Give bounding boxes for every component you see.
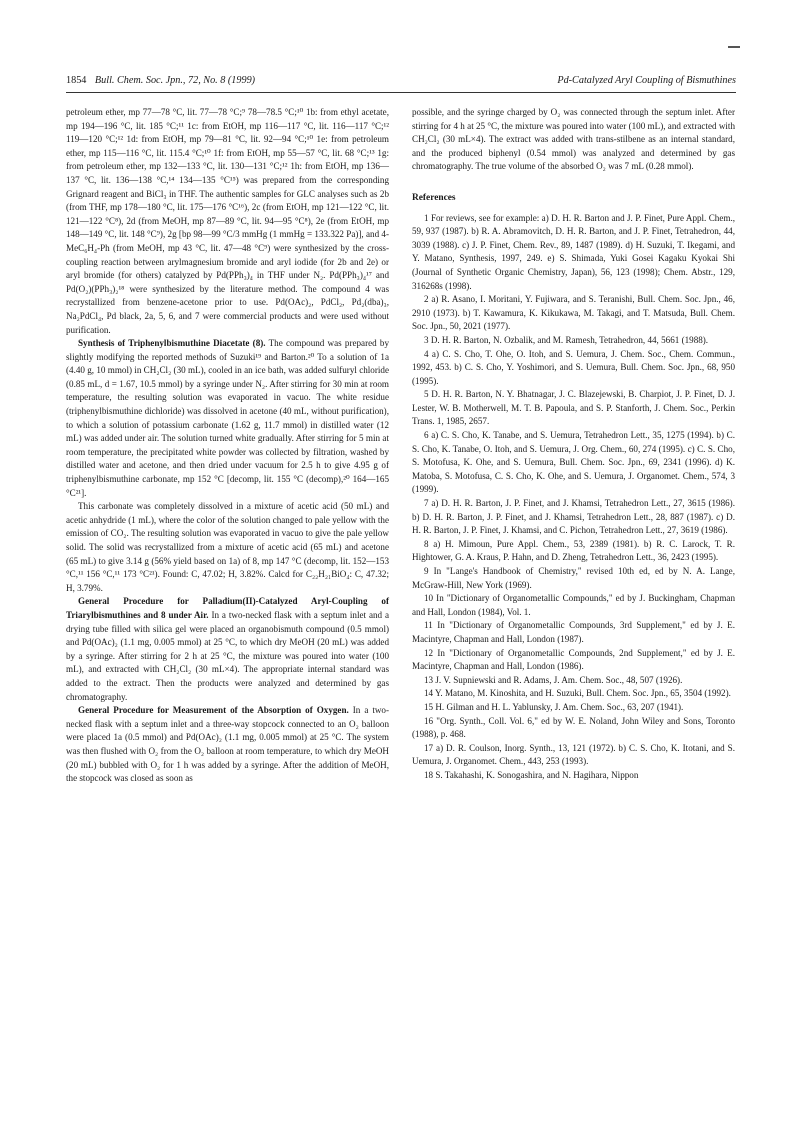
running-header: [66, 74, 736, 90]
reference-item: 7 a) D. H. R. Barton, J. P. Finet, and J. Khamsi, Tetrahedron Lett., 27, 3615 (1986). b) D. H. R. Barton, J. P. Finet, and J. Khamsi, Tetrahedron Lett., 28, 887 (1987). c) D. H. R. Barton, J. P. Finet, J. Khamsi, and C. Pichon, Tetrahedron Lett., 27, 3619 (1986).: [412, 498, 735, 536]
page-corner-mark: [728, 46, 740, 48]
paragraph-text: In a two-necked flask with a septum inlet and a drying tube filled with silica gel were placed an organobismuth compound (0.5 mmol) and Pd(OAc)₂ (1.1 mg, 0.005 mmol) at 25 °C, to which dry MeOH (20 mL) was added by a syringe. After stirring for 2 h at 25 °C, the mixture was poured into water (100 mL), and extracted with CH₂Cl₂ (30 mL×4). The appropriate internal standard was added to the extract. Then the products were analyzed and determined by gas chromatography.: [66, 609, 390, 702]
paragraph: This carbonate was completely dissolved in a mixture of acetic acid (50 mL) and acetic anhydride (1 mL), where the color of the solution changed to pale yellow with the emission of CO₂. The resulting solution was evaporated in vacuo to give the pale yellow solid. The solid was recrystallized from a mixture of acetic acid (65 mL) and acetone (65 mL) to give 3.14 g (56% yield based on 1a) of 8, mp 147 °C (decomp, lit. 152—153 °C,¹¹ 156 °C,¹¹ 173 °C²¹). Found: C, 47.02; H, 3.82%. Calcd for C₂₂H₂₁BiO₄: C, 47.32; H, 3.79%.: [66, 501, 389, 593]
reference-item: 10 In "Dictionary of Organometallic Compounds," ed by J. Buckingham, Chapman and Hall, London (1984), Vol. 1.: [412, 593, 735, 617]
paragraph: [66, 595, 389, 704]
paragraph: possible, and the syringe charged by O₂ was connected through the septum inlet. After stirring for 4 h at 25 °C, the mixture was poured into water (100 mL), and extracted with CH₂Cl₂ (30 mL×4). The extract was added with trans-stilbene as an internal standard, and the produced biphenyl (0.54 mmol) was analyzed and determined by gas chromatography. The true volume of the absorbed O₂ was 7 mL (0.28 mmol).: [412, 107, 735, 172]
paragraph: petroleum ether, mp 77—78 °C, lit. 77—78 °C;⁹ 78—78.5 °C;¹⁰ 1b: from ethyl acetate, mp 194—196 °C, lit. 185 °C;¹¹ 1c: from EtOH, mp 116—117 °C, lit. 116—117 °C;¹² 119—120 °C;¹² 1d: from EtOH, mp 79—81 °C, lit. 92—94 °C;¹⁰ 1e: from petroleum ether, mp 115—116 °C, lit. 115.4 °C;¹⁰ 1f: from EtOH, mp 55—57 °C, lit. 68 °C;¹³ 1g: from petroleum ether, mp 132—133 °C, lit. 130—131 °C;¹² 1h: from EtOH, mp 136—137 °C, lit. 136—138 °C,¹⁴ 134—135 °C¹⁵) was prepared from the corresponding Grignard reagent and BiCl₃ in THF. The authentic samples for GLC analyses such as 2b (from THF, mp 178—180 °C, lit. 175—176 °C¹⁶), 2c (from EtOH, mp 121—122 °C, lit. 121—122 °C⁸), 2d (from MeOH, mp 87—89 °C, lit. 94—95 °C⁸), 2e (from EtOH, mp 148—149 °C, lit. 148 °C⁹), 2g [bp 98—99 °C/3 mmHg (1 mmHg = 133.322 Pa)], and 4-MeC₆H₄-Ph (from MeOH, mp 43 °C, lit. 47—48 °C⁹) were synthesized by the cross-coupling reaction between arylmagnesium bromide and aryl iodide (for 2b and 2e) or aryl bromide (for others) catalyzed by Pd(PPh₃)₄ in THF under N₂. Pd(PPh₃)₄¹⁷ and Pd(O₂)(PPh₃)₂¹⁸ were synthesized by the literature method. The compound 4 was recrystallized from benzene-acetone prior to use. Pd(OAc)₂, PdCl₂, Pd₂(dba)₃, Na₂PdCl₄, Pd black, 2a, 5, 6, and 7 were commercial products and were used without purification.: [66, 107, 389, 335]
reference-item: 12 In "Dictionary of Organometallic Compounds, 2nd Supplement," ed by J. E. Macintyre, Chapman and Hall, London (1986).: [412, 647, 735, 672]
paragraph: [66, 337, 389, 500]
reference-item: 6 a) C. S. Cho, K. Tanabe, and S. Uemura, Tetrahedron Lett., 35, 1275 (1994). b) C. S. Cho, K. Tanabe, O. Itoh, and S. Uemura, J. Org. Chem., 60, 274 (1995). c) C. S. Cho, S. Motofusa, K. Ohe, and S. Uemura, Bull. Chem. Soc. Jpn., 69, 2341 (1996). d) K. Matoba, S. Motofusa, C. S. Cho, K. Ohe, and S. Uemura, J. Organomet. Chem., 574, 3 (1999).: [412, 430, 735, 495]
section-heading: Synthesis of Triphenylbismuthine Diacetate (8).: [78, 338, 266, 349]
paragraph-text: In a two-necked flask with a septum inlet and a three-way stopcock connected to an O₂ balloon were placed 1a (0.5 mmol) and Pd(OAc)₂ (1.1 mg, 0.005 mmol) at 25 °C. The system was then flushed with O₂ from the O₂ balloon at room temperature, to which dry MeOH (20 mL) bubbled with O₂ for 1 h was added by a syringe. After the addition of MeOH, the stopcock was closed as soon as: [66, 705, 390, 784]
references-heading: References: [412, 192, 456, 203]
paragraph: [66, 704, 389, 786]
reference-item: 11 In "Dictionary of Organometallic Compounds, 3rd Supplement," ed by J. E. Macintyre, Chapman and Hall, London (1987).: [412, 620, 735, 644]
paragraph-text: The compound was prepared by slightly modifying the reported methods of Suzuki¹⁹ and Barton.²⁰ To a solution of 1a (4.40 g, 10 mmol) in CH₂Cl₂ (30 mL), cooled in an ice bath, was added sulfuryl chloride (0.85 mL, d = 1.67, 10.5 mmol) by a syringe under N₂. After stirring for 30 min at room temperature, the resulting solution was evaporated in vacuo. The white residue (triphenylbismuthine dichloride) was dissolved in acetone (40 mL, without purification), to which a solution of potassium carbonate (1.62 g, 11.7 mmol) in distilled water (12 mL) was added under air. The solution turned white gradually. After stirring for 5 min at room temperature, the precipitated white powder was collected by filtration, washed by distilled water and acetone, and then dried under vacuum for 2.5 h to give 4.95 g of triphenylbismuthine carbonate, mp 152 °C [decomp, lit. 155 °C (decomp),²⁰ 164—165 °C²¹].: [66, 338, 390, 498]
page-number: 1854: [66, 75, 87, 86]
reference-item: 2 a) R. Asano, I. Moritani, Y. Fujiwara, and S. Teranishi, Bull. Chem. Soc. Jpn., 46, 2910 (1973). b) T. Kawamura, K. Kikukawa, M. Takagi, and T. Matsuda, Bull. Chem. Soc. Jpn., 50, 2021 (1977).: [412, 294, 735, 332]
reference-item: 4 a) C. S. Cho, T. Ohe, O. Itoh, and S. Uemura, J. Chem. Soc., Chem. Commun., 1992, 453. b) C. S. Cho, Y. Yoshimori, and S. Uemura, Bull. Chem. Soc. Jpn., 68, 950 (1995).: [412, 348, 735, 386]
reference-item: 8 a) H. Mimoun, Pure Appl. Chem., 53, 2389 (1981). b) R. C. Larock, T. R. Hightower, G. A. Kraus, P. Hahn, and D. Zheng, Tetrahedron Lett., 36, 2423 (1995).: [412, 538, 735, 563]
journal-citation: Bull. Chem. Soc. Jpn., 72, No. 8 (1999): [94, 75, 256, 86]
reference-item: 9 In "Lange's Handbook of Chemistry," revised 10th ed, ed by N. A. Lange, McGraw-Hill, New York (1969).: [412, 566, 735, 590]
header-rule: [66, 92, 736, 93]
reference-item: 5 D. H. R. Barton, N. Y. Bhatnagar, J. C. Blazejewski, B. Charpiot, J. P. Finet, D. J. Lester, W. B. Motherwell, M. T. B. Papoula, and S. P. Stanforth, J. Chem. Soc., Perkin Trans. 1, 1985, 2657.: [412, 389, 735, 427]
reference-item: 17 a) D. R. Coulson, Inorg. Synth., 13, 121 (1972). b) C. S. Cho, K. Itotani, and S. Uemura, J. Organomet. Chem., 443, 253 (1993).: [412, 742, 735, 767]
section-heading: General Procedure for Palladium(II)-Catalyzed Aryl-Coupling of Triarylbismuthines and 8 under Air.: [66, 596, 389, 620]
reference-item: 14 Y. Matano, M. Kinoshita, and H. Suzuki, Bull. Chem. Soc. Jpn., 65, 3504 (1992).: [424, 688, 731, 699]
reference-item: 16 "Org. Synth., Coll. Vol. 6," ed by W. E. Noland, John Wiley and Sons, Toronto (1988), p. 468.: [412, 715, 735, 740]
reference-item: 13 J. V. Supniewski and R. Adams, J. Am. Chem. Soc., 48, 507 (1926).: [424, 674, 683, 685]
reference-item: 3 D. H. R. Barton, N. Ozbalik, and M. Ramesh, Tetrahedron, 44, 5661 (1988).: [424, 334, 709, 345]
reference-list: [412, 212, 735, 783]
right-column: [412, 106, 735, 783]
reference-item: 15 H. Gilman and H. L. Yablunsky, J. Am. Chem. Soc., 63, 207 (1941).: [424, 701, 684, 712]
section-heading: General Procedure for Measurement of the Absorption of Oxygen.: [78, 705, 349, 716]
reference-item: 18 S. Takahashi, K. Sonogashira, and N. Hagihara, Nippon: [424, 769, 639, 780]
left-column: [66, 106, 389, 786]
running-title: Pd-Catalyzed Aryl Coupling of Bismuthines: [557, 75, 736, 86]
reference-item: 1 For reviews, see for example: a) D. H. R. Barton and J. P. Finet, Pure Appl. Chem., 59, 937 (1987). b) R. A. Abramovitch, D. H. R. Barton, and J. P. Finet, Tetrahedron, 44, 3039 (1988). c) J. P. Finet, Chem. Rev., 89, 1487 (1989). d) H. Suzuki, T. Ikegami, and Y. Matano, Synthesis, 1997, 249. e) S. Shimada, Yuki Gosei Kagaku Kyokai Shi (Journal of Synthetic Organic Chemistry, Japan), 56, 123 (1998); Chem. Abstr., 129, 316268s (1998).: [412, 212, 735, 291]
